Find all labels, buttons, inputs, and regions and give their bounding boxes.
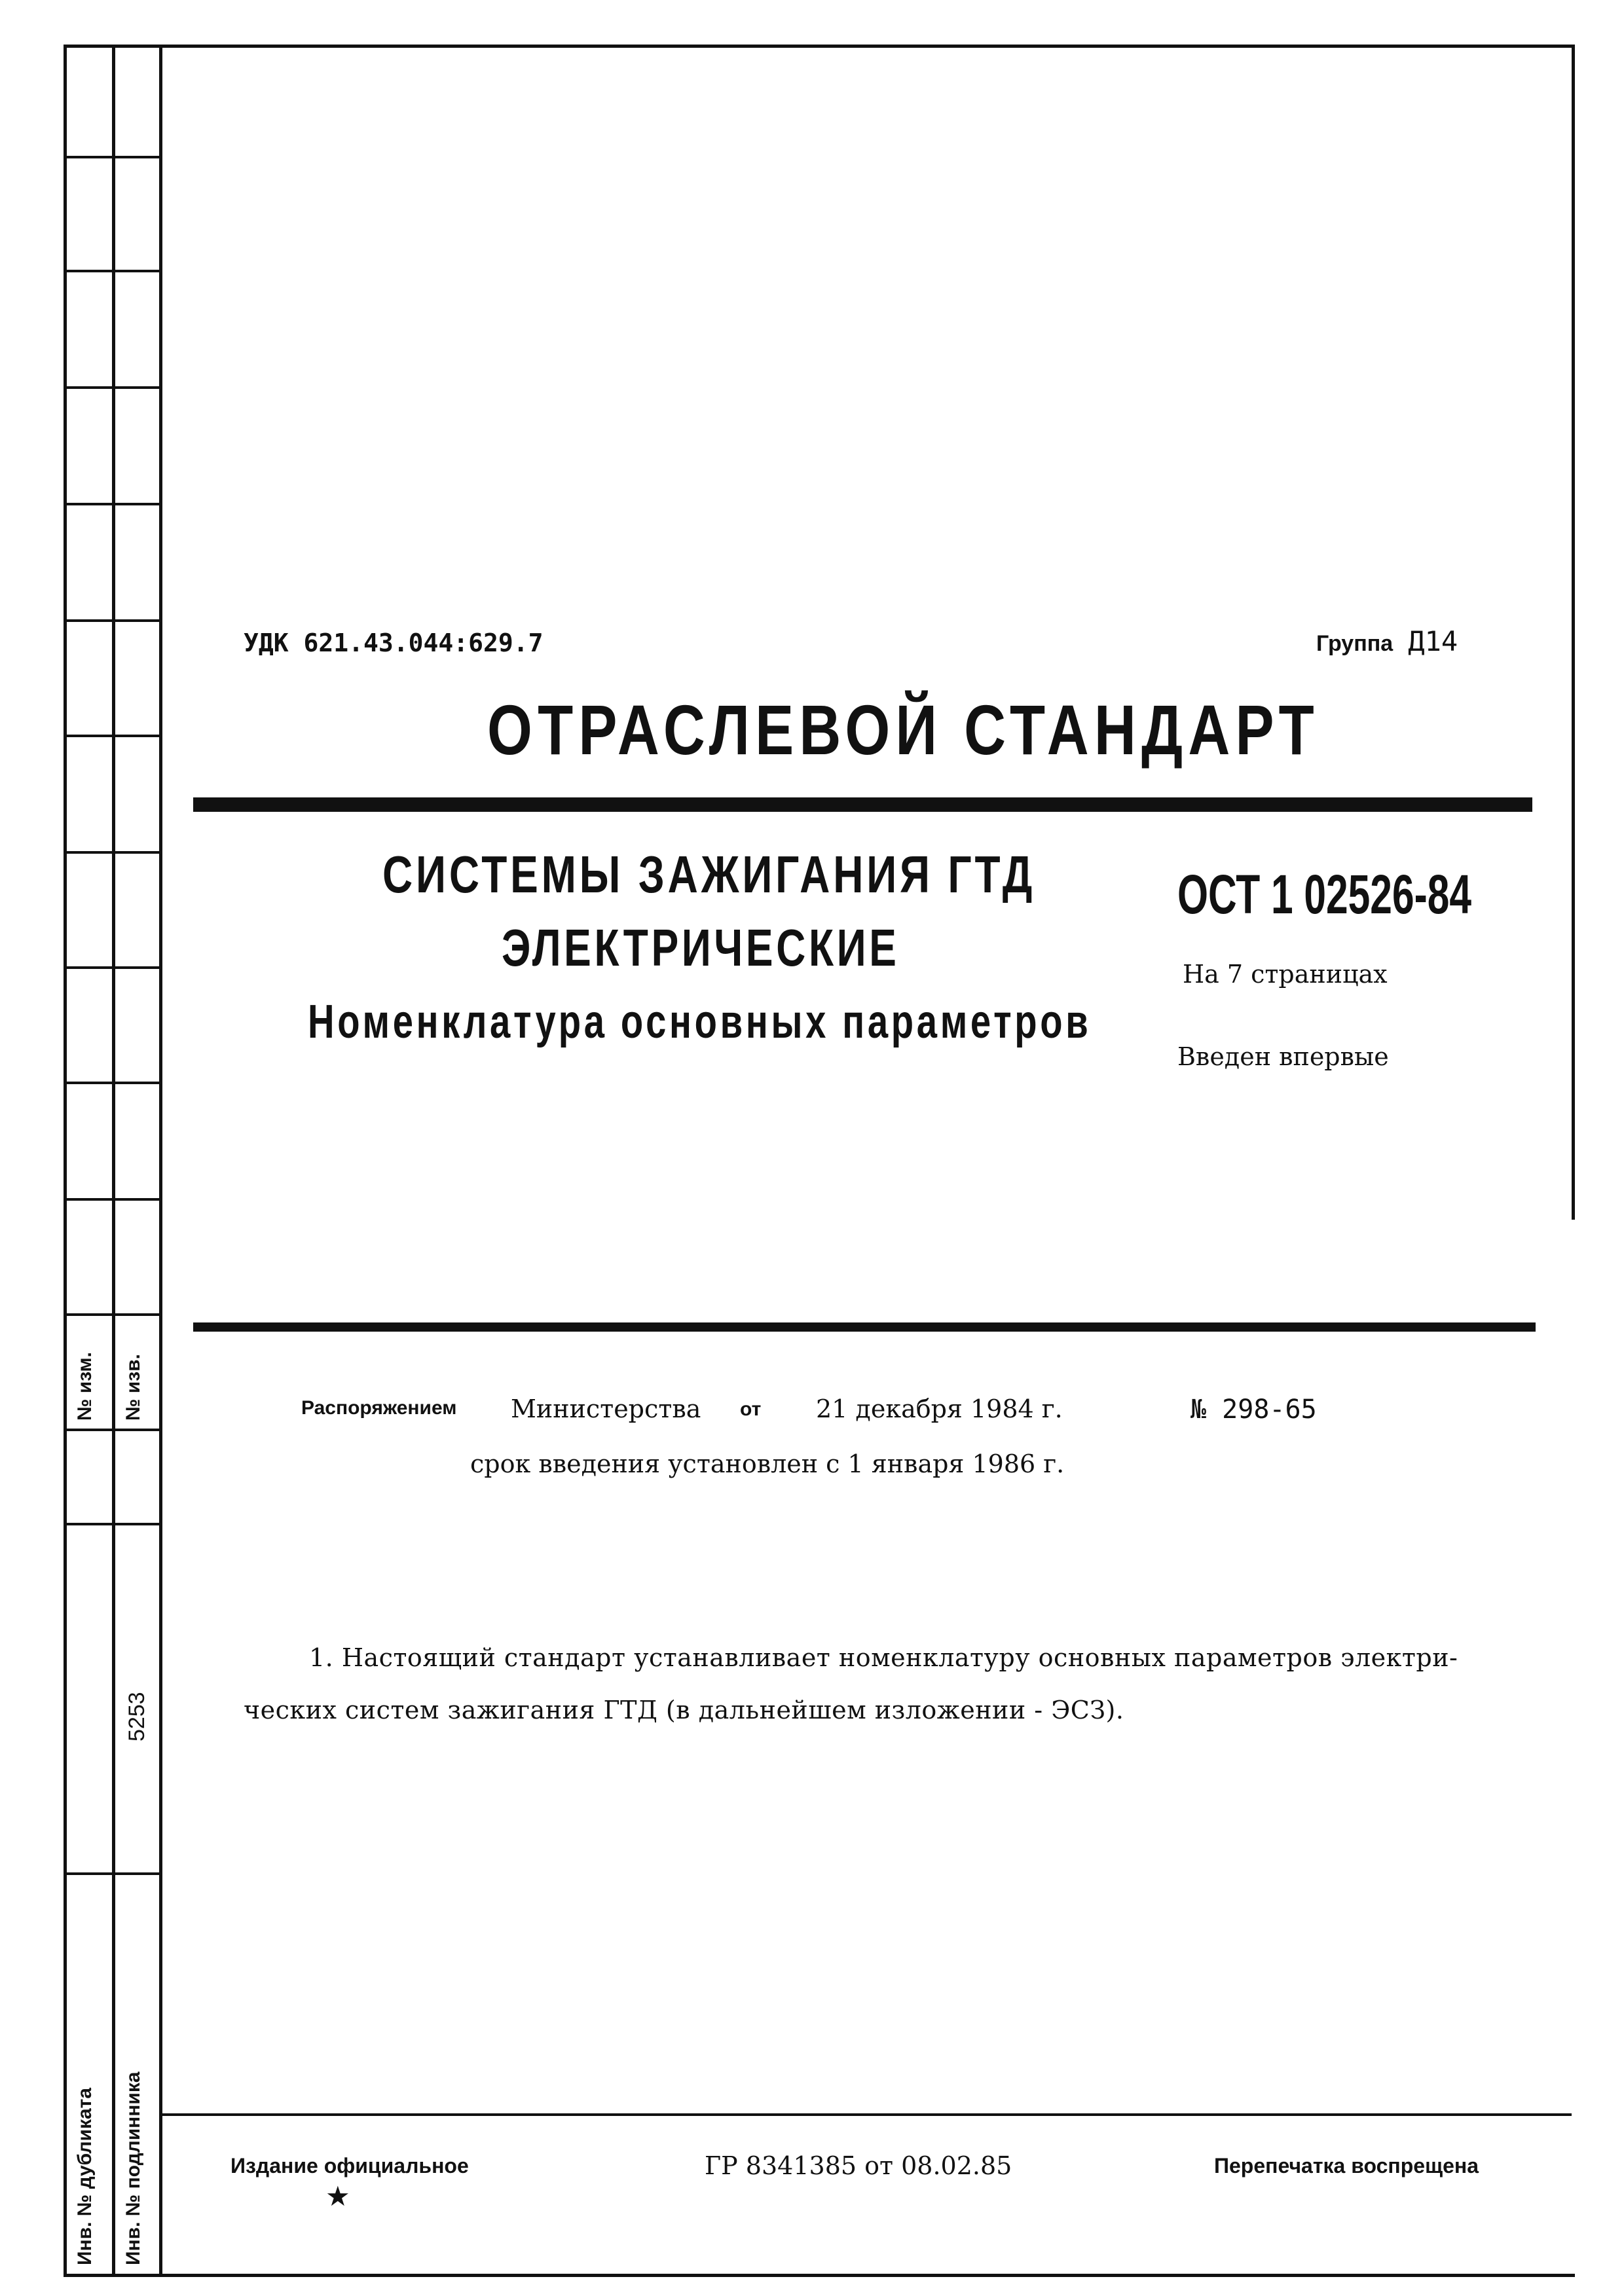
title-line-1-box — [382, 845, 1198, 905]
change-no-label: № изм. — [74, 1352, 96, 1421]
group-label: Группа — [1316, 631, 1393, 656]
duplicate-inv-label: Инв. № дубликата — [74, 2087, 96, 2265]
title-line-1: СИСТЕМЫ ЗАЖИГАНИЯ ГТД — [382, 845, 1036, 903]
paragraph-line-2: ческих систем зажигания ГТД (в дальнейшем изложении - ЭСЗ). — [244, 1696, 1124, 1724]
decree-number: № 298-65 — [1190, 1394, 1317, 1425]
decree-label: Распоряжением — [301, 1397, 457, 1419]
main-title-text: ОТРАСЛЕВОЙ СТАНДАРТ — [487, 690, 1320, 769]
group-value: Д14 — [1408, 625, 1458, 657]
standard-number: ОСТ 1 02526-84 — [1177, 864, 1471, 925]
decree-term: срок введения установлен с 1 января 1986 г. — [470, 1449, 1065, 1478]
title-line-2: ЭЛЕКТРИЧЕСКИЕ — [502, 919, 900, 977]
original-inv-value: 5253 — [124, 1692, 149, 1741]
decree-line — [301, 1397, 456, 1419]
title-line-2-box — [502, 918, 1012, 978]
reprint-notice: Перепечатка воспрещена — [1214, 2154, 1479, 2178]
decree-ministry: Министерства — [511, 1394, 701, 1423]
decree-date: 21 декабря 1984 г. — [816, 1394, 1063, 1423]
introduced-note: Введен впервые — [1177, 1042, 1389, 1071]
decree-from: от — [740, 1398, 762, 1420]
title-line-3-box — [308, 995, 1312, 1049]
pages-count: На 7 страницах — [1183, 960, 1388, 989]
star-icon: ★ — [325, 2180, 350, 2212]
notice-no-label: № изв. — [122, 1354, 144, 1421]
section-rule — [193, 1322, 1536, 1332]
main-title — [487, 689, 1320, 769]
title-line-3: Номенклатура основных параметров — [308, 996, 1092, 1048]
title-rule — [193, 797, 1532, 812]
original-inv-label: Инв. № подлинника — [122, 2071, 144, 2265]
standard-number-box — [1177, 863, 1586, 926]
edition-label: Издание официальное — [231, 2154, 469, 2178]
paragraph-line-1: 1. Настоящий стандарт устанавливает номенклатуру основных параметров электри- — [309, 1643, 1458, 1672]
udk-code: УДК 621.43.044:629.7 — [244, 629, 544, 657]
registration-number: ГР 8341385 от 08.02.85 — [705, 2151, 1012, 2180]
group-block — [1316, 625, 1458, 657]
